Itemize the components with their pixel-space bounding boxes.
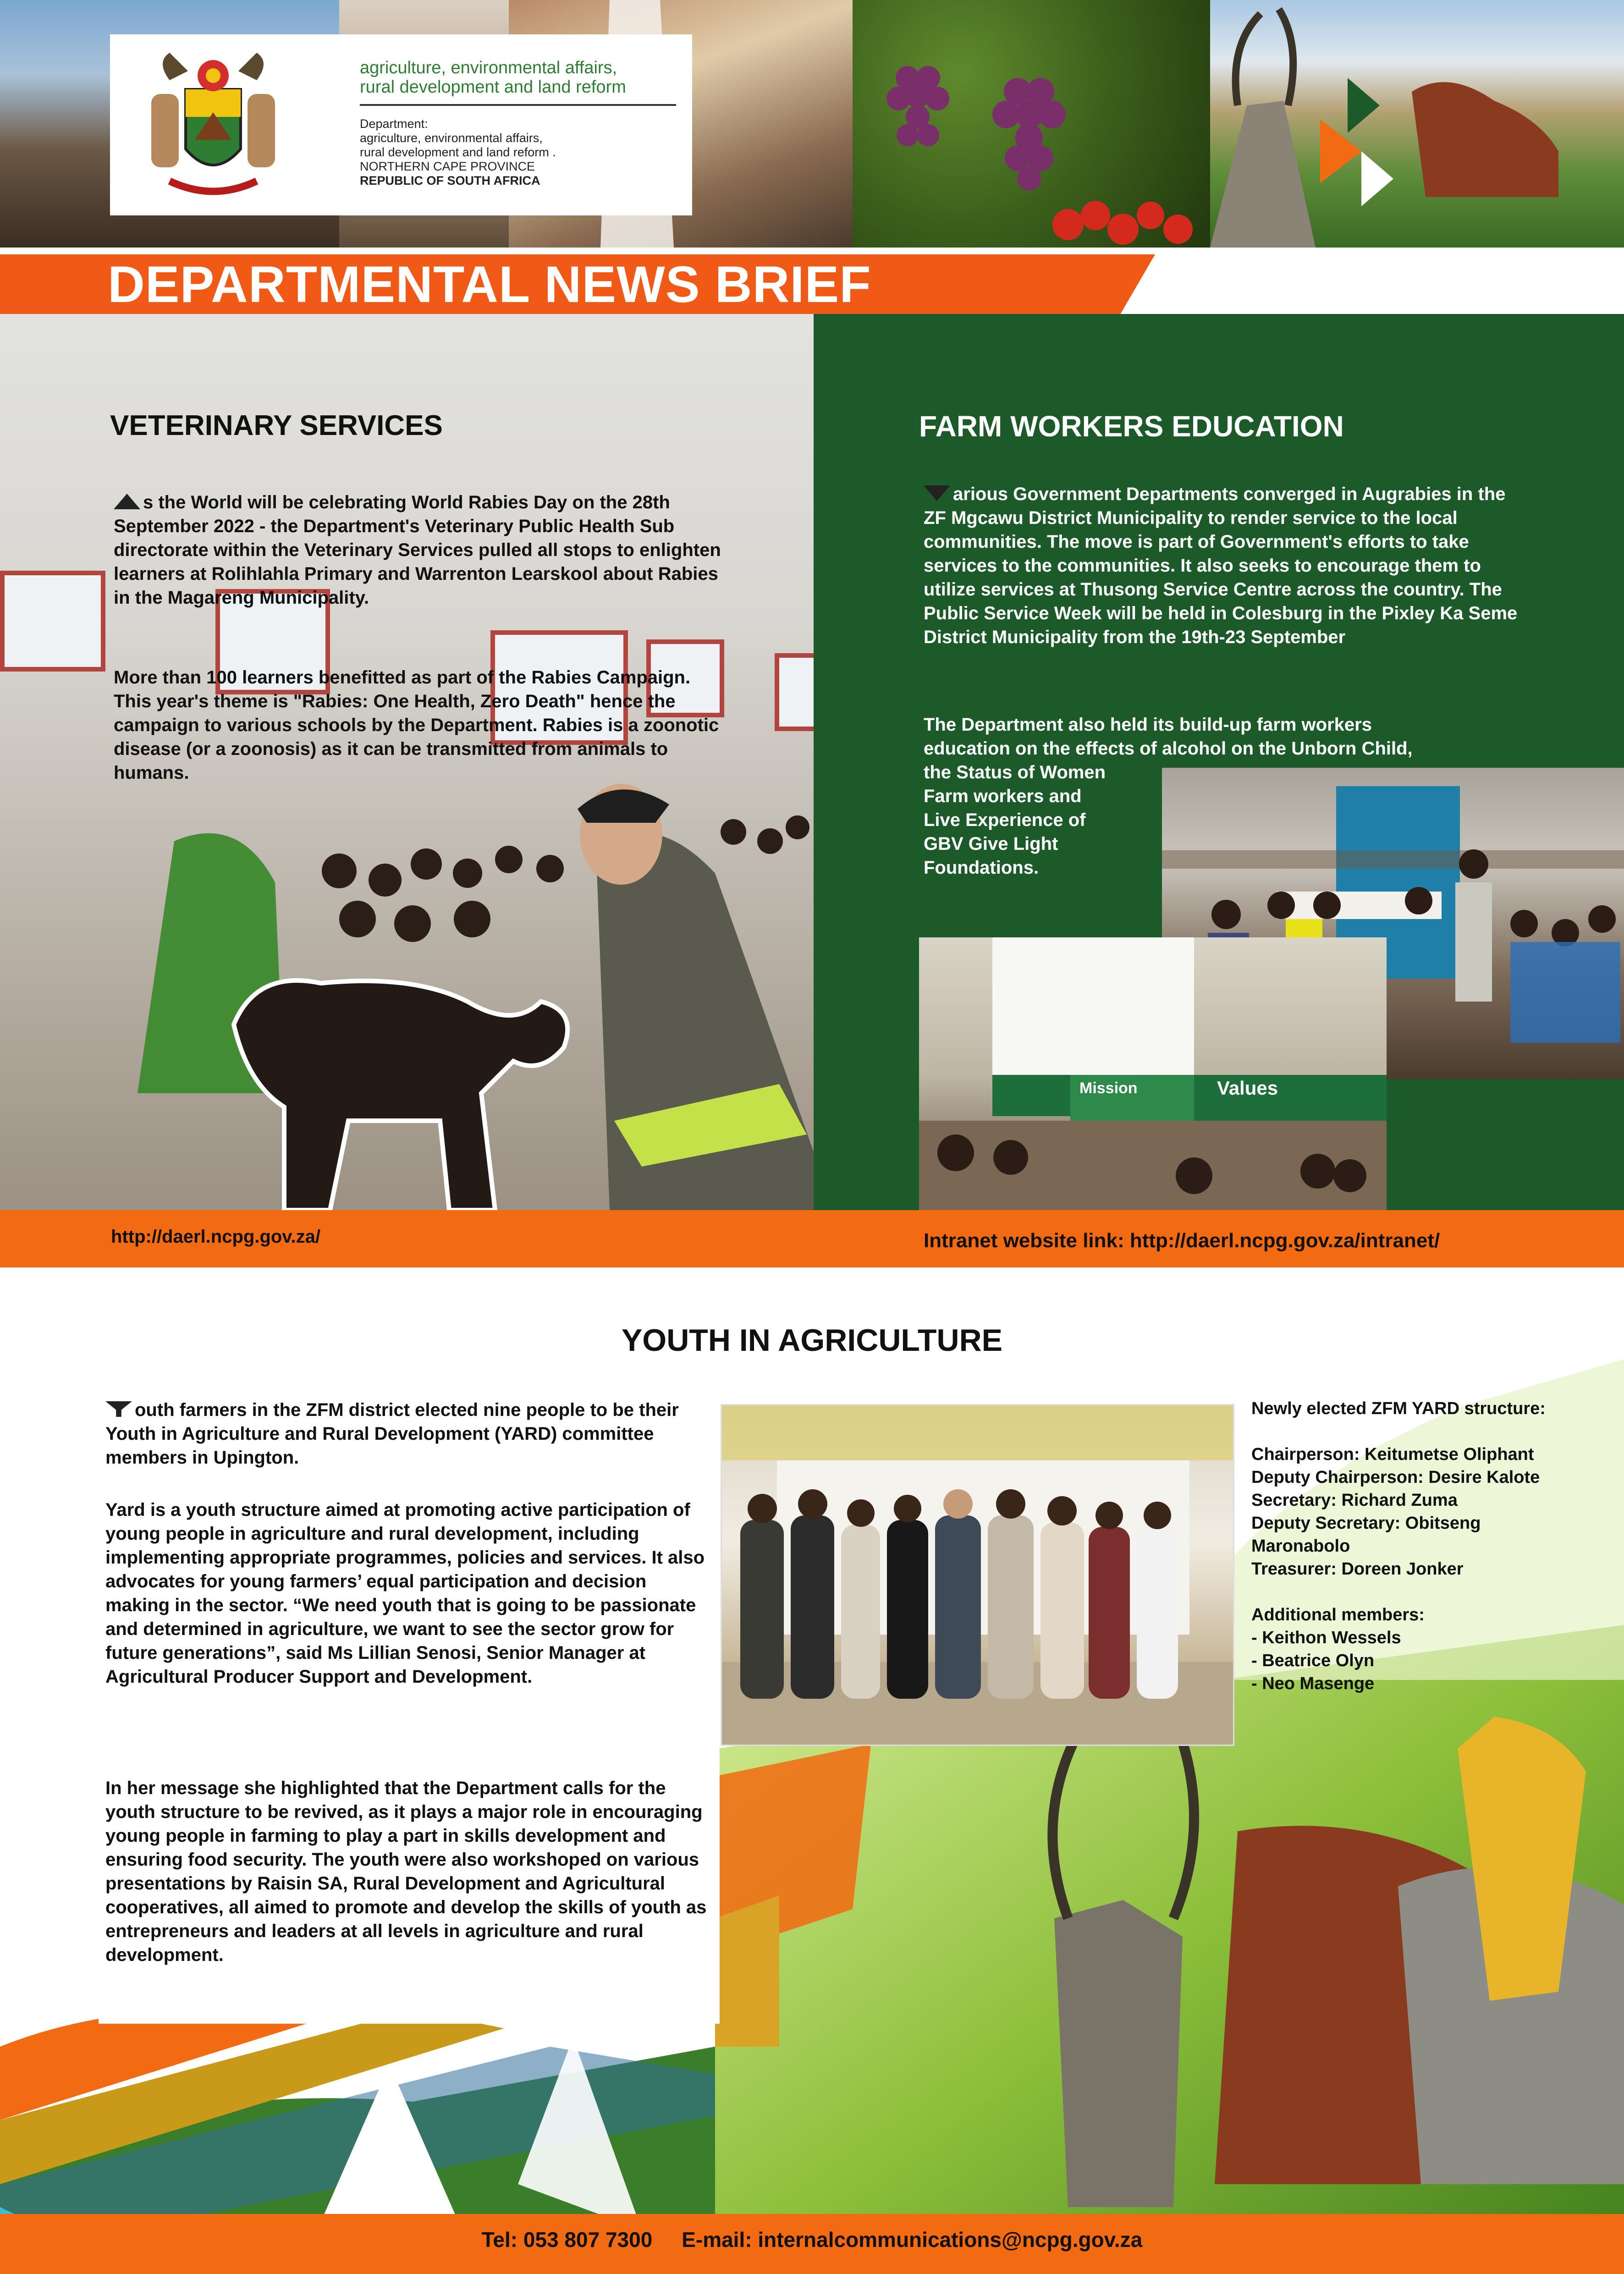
farm-workers-p2-line: The Department also held its build-up farm workers (924, 715, 1372, 735)
department-line-2: agriculture, environmental affairs, (360, 131, 543, 145)
youth-paragraph-3: In her message she highlighted that the Department calls for the youth structure to be revived, as it plays a major role in encouraging young people in farming to play a part in skills development and ensuring food security. The youth were also workshoped on various presentations by Raisin SA, Rural Development and Agricultural cooperatives, all aimed to promote and develop the skills of youth as entrepreneurs and leaders at all levels in agriculture and rural development. (105, 1778, 707, 1965)
veterinary-paragraph-2: More than 100 learners benefitted as part of the Rabies Campaign. This year's theme is "Rabies: One Health, Zero Death" hence the campaign to various schools by the Department. Rabies is a zoonotic disease (or a zoonosis) as it can be transmitted from animals to humans. (114, 667, 719, 783)
dropcap-v-icon (924, 485, 950, 501)
yard-group-photo (721, 1404, 1234, 1746)
veterinary-section-title: VETERINARY SERVICES (110, 410, 443, 441)
coat-of-arms-icon (138, 44, 289, 209)
farm-workers-p2-line: Foundations. (924, 858, 1039, 878)
department-logo-card (110, 34, 692, 215)
farm-workers-p2-line: GBV Give Light (924, 834, 1058, 854)
department-line-3: rural development and land reform . (360, 145, 556, 159)
country-name: REPUBLIC OF SOUTH AFRICA (360, 174, 540, 187)
farm-workers-banner-photo (919, 937, 1387, 1210)
youth-paragraph-1-text: outh farmers in the ZFM district elected nine people to be their Youth in Agriculture and Rural Development (YARD) committee members in Upington. (105, 1400, 679, 1468)
dropcap-y-icon (105, 1401, 132, 1417)
yard-committee-list (1251, 1397, 1613, 1695)
youth-paragraph-2: Yard is a youth structure aimed at promoting active participation of young people in agriculture and rural development, including implementing appropriate programmes, policies and services. It also advocates for young farmers’ equal participation and decision making in the sector. “We need youth that is going to be passionate and determined in agriculture, we want to see the sector grow for future generations”, said Ms Lillian Senosi, Senior Manager at Agricultural Producer Support and Development. (105, 1500, 705, 1687)
additional-member: - Beatrice Olyn (1251, 1651, 1375, 1670)
farm-workers-paragraph-1 (924, 482, 1519, 649)
divider (360, 104, 676, 106)
farm-workers-paragraph-2 (924, 713, 1492, 880)
youth-section-title: YOUTH IN AGRICULTURE (621, 1323, 1003, 1358)
department-details (360, 117, 556, 188)
website-link[interactable]: http://daerl.ncpg.gov.za/ (111, 1227, 321, 1247)
department-label: Department: (360, 117, 428, 131)
page-title: DEPARTMENTAL NEWS BRIEF (108, 256, 871, 313)
additional-member: - Neo Masenge (1251, 1674, 1375, 1693)
yard-deputy-secretary: Deputy Secretary: Obitseng (1251, 1514, 1481, 1533)
farm-workers-p2-line: Farm workers and (924, 786, 1082, 806)
department-name-line1: agriculture, environmental affairs, (360, 58, 617, 77)
veterinary-paragraph-1-text: s the World will be celebrating World Rabies Day on the 28th September 2022 - the Department's Veterinary Public Health Sub directorate within the Veterinary Services pulled all stops to enlighten learners at Rolihlahla Primary and Warrenton Learskool about Rabies in the Magareng Municipality. (114, 492, 721, 608)
intranet-link[interactable]: Intranet website link: http://daerl.ncpg.gov.za/intranet/ (924, 1229, 1440, 1252)
farm-workers-p2-line: Live Experience of (924, 810, 1086, 830)
photo-kudu-cattle (1210, 0, 1624, 248)
farm-workers-section-title: FARM WORKERS EDUCATION (919, 410, 1344, 443)
department-name-line2: rural development and land reform (360, 77, 626, 97)
youth-paragraph-1 (105, 1398, 706, 1470)
values-banner-label: Values (1217, 1077, 1278, 1099)
additional-members-heading: Additional members: (1251, 1605, 1425, 1624)
veterinary-paragraph-1 (114, 490, 723, 610)
yard-secretary: Secretary: Richard Zuma (1251, 1491, 1458, 1510)
photo-grapes-tomatoes (853, 0, 1210, 248)
farm-workers-p2-line: the Status of Women (924, 762, 1106, 782)
farm-workers-paragraph-1-text: arious Government Departments converged in Augrabies in the ZF Mgcawu District Municipality to render service to the local communities. The move is part of Government's efforts to take services to the communities. It also seeks to encourage them to utilize services at Thusong Service Centre across the country. The Public Service Week will be held in Colesburg in the Pixley Ka Seme District Municipality from the 19th-23 September (924, 484, 1518, 647)
yard-treasurer: Treasurer: Doreen Jonker (1251, 1559, 1464, 1579)
province-name: NORTHERN CAPE PROVINCE (360, 160, 535, 173)
additional-member: - Keithon Wessels (1251, 1628, 1401, 1647)
mission-banner-label: Mission (1079, 1079, 1138, 1097)
yard-chairperson: Chairperson: Keitumetse Oliphant (1251, 1445, 1534, 1464)
department-name (360, 58, 626, 97)
farm-workers-p2-line: education on the effects of alcohol on the Unborn Child, (924, 738, 1413, 759)
contact-details: Tel: 053 807 7300 E-mail: internalcommunications@ncpg.gov.za (481, 2228, 1143, 2252)
yard-deputy-secretary-cont: Maronabolo (1251, 1536, 1350, 1556)
dropcap-a-icon (114, 494, 140, 509)
yard-deputy-chairperson: Deputy Chairperson: Desire Kalote (1251, 1468, 1540, 1487)
yard-heading: Newly elected ZFM YARD structure: (1251, 1399, 1546, 1418)
